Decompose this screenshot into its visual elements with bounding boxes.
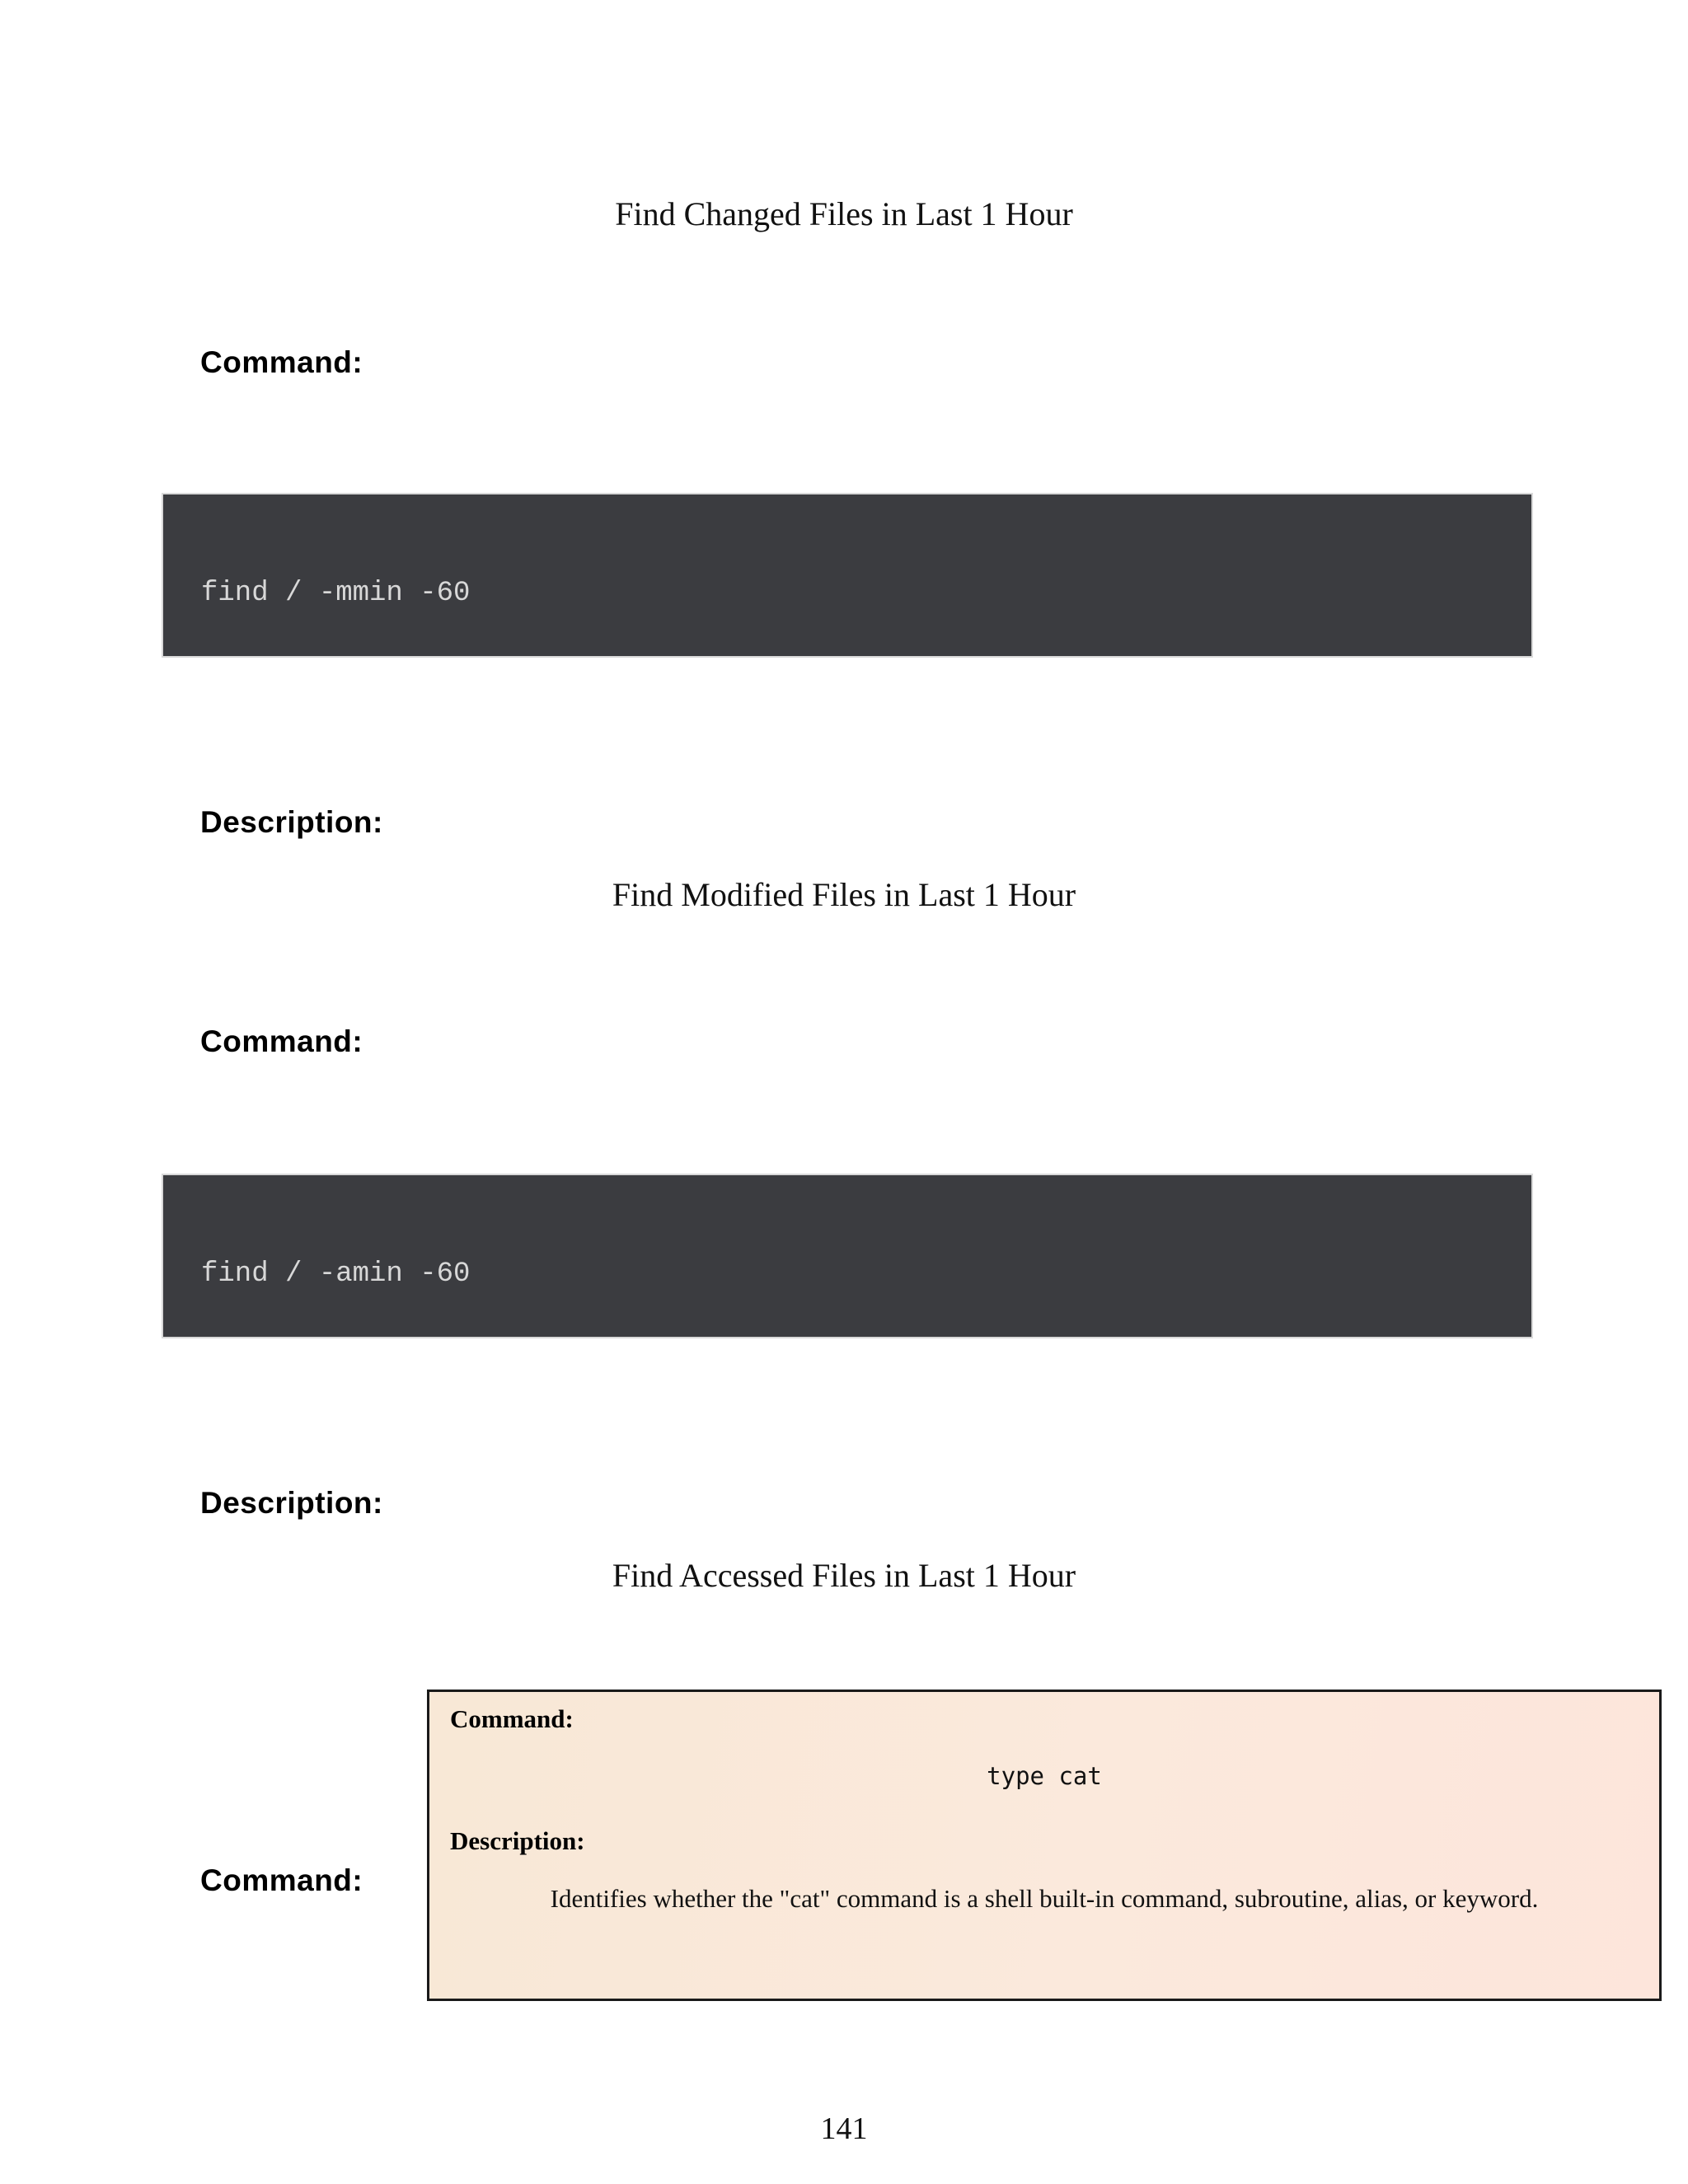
- callout-code: type cat: [987, 1762, 1102, 1790]
- command-label: Command:: [200, 345, 363, 379]
- callout-description: Identifies whether the "cat" command is a shell built-in command, subroutine, alias, or keyword.: [550, 1884, 1539, 1913]
- section-heading: Find Accessed Files in Last 1 Hour: [612, 1557, 1076, 1594]
- callout-box: [427, 1690, 1662, 2001]
- command-label: Command:: [200, 1863, 363, 1897]
- code-text: find / -amin -60: [201, 1258, 471, 1290]
- code-block: [162, 493, 1533, 658]
- code-block: [162, 1174, 1533, 1338]
- page-number: 141: [820, 2111, 868, 2146]
- section-heading: Find Changed Files in Last 1 Hour: [615, 195, 1073, 232]
- callout-description-label: Description:: [450, 1826, 585, 1855]
- description-label: Description:: [200, 805, 383, 839]
- command-label: Command:: [200, 1024, 363, 1058]
- callout-command-label: Command:: [450, 1704, 574, 1733]
- description-label: Description:: [200, 1486, 383, 1520]
- code-text: find / -mmin -60: [201, 578, 471, 609]
- section-heading: Find Modified Files in Last 1 Hour: [612, 876, 1076, 913]
